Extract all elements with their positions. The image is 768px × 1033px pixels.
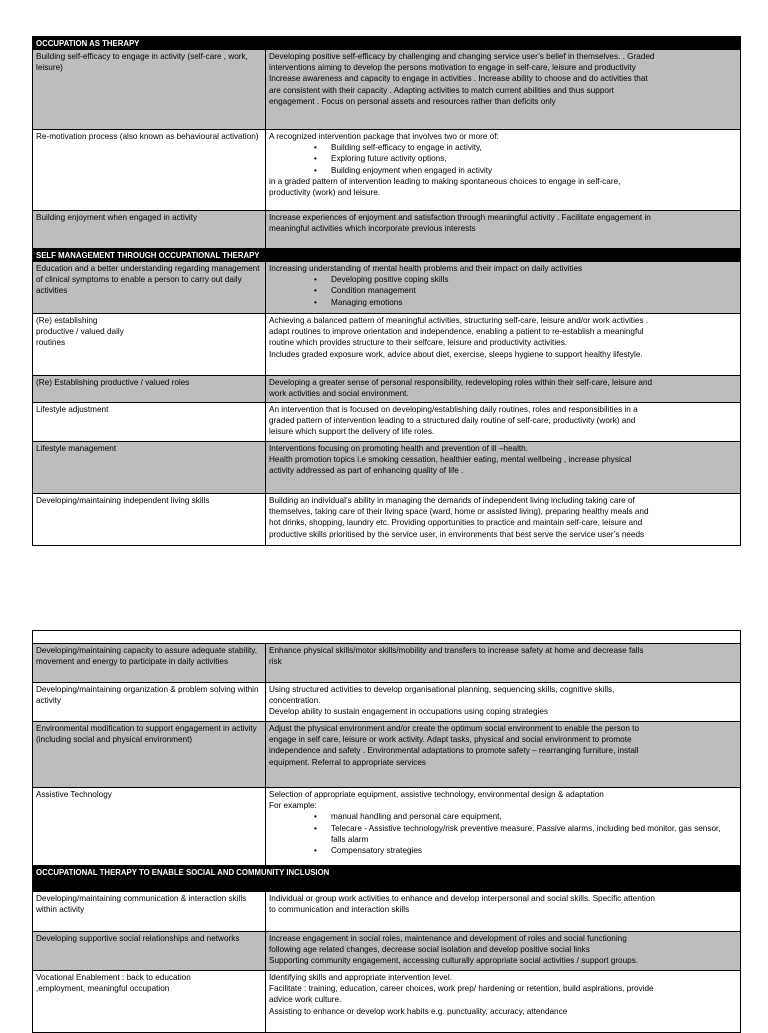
table-row <box>33 442 741 494</box>
row-label: Education and a better understanding regarding management of clinical symptoms to enable a person to carry out daily activities <box>33 262 266 314</box>
section-header-self-management <box>33 249 741 262</box>
description-line: Individual or group work activities to enhance and develop interpersonal and social skills. Specific attention <box>269 894 655 903</box>
row-description <box>266 644 741 683</box>
description-line: Enhance physical skills/motor skills/mobility and transfers to increase safety at home and decrease falls <box>269 646 644 655</box>
row-label-line: (Re) establishing <box>36 316 98 325</box>
row-description <box>266 683 741 722</box>
description-line: adapt routines to improve orientation and independence, enabling a patient to re-establish a meaningful <box>269 327 644 337</box>
description-line: Includes graded exposure work, advice about diet, exercise, sleeps hygiene to support healthy lifestyle. <box>269 349 643 359</box>
table-row <box>33 130 741 211</box>
table-row <box>33 376 741 403</box>
table-continued <box>32 630 741 1033</box>
description-line: engagement . Focus on personal assets and resources rather than deficits only <box>269 96 556 106</box>
section-header-occupation-as-therapy <box>33 37 741 50</box>
bullet-item: • Exploring future activity options, <box>331 153 737 164</box>
section-header-label: SELF MANAGEMENT THROUGH OCCUPATIONAL THERAPY <box>33 249 741 262</box>
row-label: Developing/maintaining organization & problem solving within activity <box>33 683 266 722</box>
row-label: Building enjoyment when engaged in activity <box>33 211 266 249</box>
bullet-item: • Building enjoyment when engaged in activity <box>331 165 737 176</box>
bullet-list <box>269 811 737 856</box>
table-occupation-as-therapy <box>32 36 741 546</box>
description-line: Health promotion topics i.e smoking cessation, healthier eating, mental wellbeing , increase physical <box>269 455 632 465</box>
row-description <box>266 892 741 932</box>
bullet-list <box>269 142 737 176</box>
table-row <box>33 50 741 130</box>
row-label: Developing/maintaining independent living skills <box>33 494 266 546</box>
row-label: Building self-efficacy to engage in activity (self-care , work, leisure) <box>33 50 266 130</box>
row-label-line: ,employment, meaningful occupation <box>36 984 170 994</box>
row-description <box>266 494 741 546</box>
description-line: meaningful activities which incorporate previous interests <box>269 224 476 234</box>
row-label: Developing supportive social relationships and networks <box>33 932 266 971</box>
description-line: leisure which support the delivery of life roles. <box>269 427 435 437</box>
description-line: themselves, taking care of their living space (ward, home or assisted living), preparing healthy meals and <box>269 507 649 517</box>
description-line: Increase engagement in social roles, maintenance and development of roles and social functioning <box>269 934 627 943</box>
description-line: hot drinks, shopping, laundry etc. Providing opportunities to practice and maintain self-care, leisure and <box>269 518 643 528</box>
row-description <box>266 130 741 211</box>
description-line: Supporting community engagement, accessing culturally appropriate social activities / support groups. <box>269 956 639 966</box>
row-description <box>266 442 741 494</box>
table-row <box>33 722 741 788</box>
row-label: Environmental modification to support engagement in activity (including social and physical environment) <box>33 722 266 788</box>
section-header-label: OCCUPATIONAL THERAPY TO ENABLE SOCIAL AND COMMUNITY INCLUSION <box>33 866 741 892</box>
bullet-item: • Condition management <box>331 285 737 296</box>
description-line: Selection of appropriate equipment, assistive technology, environmental design & adaptation <box>269 790 604 799</box>
description-line: Developing a greater sense of personal responsibility, redeveloping roles within their self-care, leisure and <box>269 378 653 387</box>
bullet-item: • Managing emotions <box>331 297 737 308</box>
table-row <box>33 211 741 249</box>
table-row <box>33 932 741 971</box>
description-line: Increase awareness and capacity to engage in activities . Increase ability to choose and do activities that <box>269 74 648 84</box>
table-row <box>33 971 741 1033</box>
description-line: Using structured activities to develop organisational planning, sequencing skills, cognitive skills, <box>269 685 615 694</box>
description-line: Achieving a balanced pattern of meaningful activities, structuring self-care, leisure and/or work activities . <box>269 316 649 325</box>
bullet-item: • Developing positive coping skills <box>331 274 737 285</box>
table-row <box>33 644 741 683</box>
description-line: graded pattern of intervention leading to a structured daily routine of self-care, productivity (work) and <box>269 416 636 426</box>
row-label <box>33 971 266 1033</box>
table-row-empty <box>33 631 741 644</box>
bullet-item: • Building self-efficacy to engage in activity, <box>331 142 737 153</box>
description-line: independence and safety . Environmental adaptations to promote safety – rearranging furniture, install <box>269 746 639 756</box>
table-row <box>33 262 741 314</box>
description-line: Identifying skills and appropriate intervention level. <box>269 973 452 982</box>
section-header-social-inclusion <box>33 866 741 892</box>
table-row <box>33 494 741 546</box>
description-line: Assisting to enhance or develop work habits e.g. punctuality, accuracy, attendance <box>269 1006 568 1016</box>
description-line: risk <box>269 657 282 667</box>
row-description <box>266 971 741 1033</box>
row-label: Re-motivation process (also known as behavioural activation) <box>33 130 266 211</box>
empty-cell <box>33 631 741 644</box>
table-row <box>33 403 741 442</box>
row-label: Assistive Technology <box>33 788 266 866</box>
description-line: For example: <box>269 801 317 811</box>
description-line: concentration. <box>269 696 321 706</box>
row-description <box>266 788 741 866</box>
description-line: Interventions focusing on promoting health and prevention of ill –health. <box>269 444 528 453</box>
description-line: to communication and interaction skills <box>269 905 410 915</box>
row-label: Developing/maintaining capacity to assure adequate stability, movement and energy to participate in daily activities <box>33 644 266 683</box>
description-line: work activities and social environment. <box>269 389 409 399</box>
table-row <box>33 788 741 866</box>
row-description <box>266 211 741 249</box>
table-row <box>33 314 741 376</box>
row-label-line: productive / valued daily <box>36 327 124 337</box>
row-description <box>266 403 741 442</box>
description-line: productive skills prioritised by the service user, in environments that best serve the service user’s needs <box>269 529 645 539</box>
description-line: activity addressed as part of enhancing quality of life . <box>269 466 464 476</box>
row-description <box>266 376 741 403</box>
bullet-item: • manual handling and personal care equipment, <box>331 811 737 822</box>
row-label <box>33 314 266 376</box>
section-header-label: OCCUPATION AS THERAPY <box>33 37 741 50</box>
row-label: Lifestyle adjustment <box>33 403 266 442</box>
description-line: routine which provides structure to their selfcare, leisure and productivity activities. <box>269 338 568 348</box>
description-line: Increase experiences of enjoyment and satisfaction through meaningful activity . Facilitate engagement in <box>269 213 651 222</box>
description-line: engage in self care, leisure or work activity. Adapt tasks, physical and social environment to promote <box>269 735 632 745</box>
bullet-item: • Telecare - Assistive technology/risk preventive measure. Passive alarms, including bed monitor, gas sensor, falls alarm <box>331 823 737 845</box>
description-line: An intervention that is focused on developing/establishing daily routines, roles and responsibilities in a <box>269 405 638 414</box>
description-line: in a graded pattern of intervention leading to making spontaneous choices to engage in self-care, <box>269 176 621 186</box>
description-line: Increasing understanding of mental health problems and their impact on daily activities <box>269 264 583 273</box>
row-label: Developing/maintaining communication & interaction skills within activity <box>33 892 266 932</box>
row-label-line: routines <box>36 338 66 348</box>
description-line: Developing positive self-efficacy by challenging and changing service user’s belief in themselves. . Graded <box>269 52 655 61</box>
bullet-item: • Compensatory strategies <box>331 845 737 856</box>
row-description <box>266 314 741 376</box>
row-label: (Re) Establishing productive / valued roles <box>33 376 266 403</box>
description-line: interventions aiming to develop the persons motivation to engage in self-care, leisure and productivity <box>269 63 636 73</box>
description-line: Adjust the physical environment and/or create the optimum social environment to enable the person to <box>269 724 640 733</box>
description-line: advice work culture. <box>269 995 342 1005</box>
description-line: are consistent with their capacity . Adapting activities to match current abilities and thus support <box>269 85 614 95</box>
description-line: Develop ability to sustain engagement in occupations using coping strategies <box>269 707 549 717</box>
bullet-list <box>269 274 737 308</box>
description-line: equipment. Referral to appropriate services <box>269 757 427 767</box>
table-row <box>33 892 741 932</box>
row-label-line: Vocational Enablement : back to education <box>36 973 191 982</box>
description-line: Facilitate : training, education, career choices, work prep/ hardening or retention, build aspirations, provide <box>269 984 654 994</box>
description-line: productivity (work) and leisure. <box>269 188 381 198</box>
row-description <box>266 932 741 971</box>
description-line: following age related changes, decrease social isolation and develop positive social links <box>269 945 590 955</box>
table-row <box>33 683 741 722</box>
description-line: A recognized intervention package that involves two or more of: <box>269 132 499 141</box>
row-label: Lifestyle management <box>33 442 266 494</box>
description-line: Building an individual’s ability in managing the demands of independent living including taking care of <box>269 496 635 505</box>
row-description <box>266 722 741 788</box>
row-description <box>266 50 741 130</box>
row-description <box>266 262 741 314</box>
